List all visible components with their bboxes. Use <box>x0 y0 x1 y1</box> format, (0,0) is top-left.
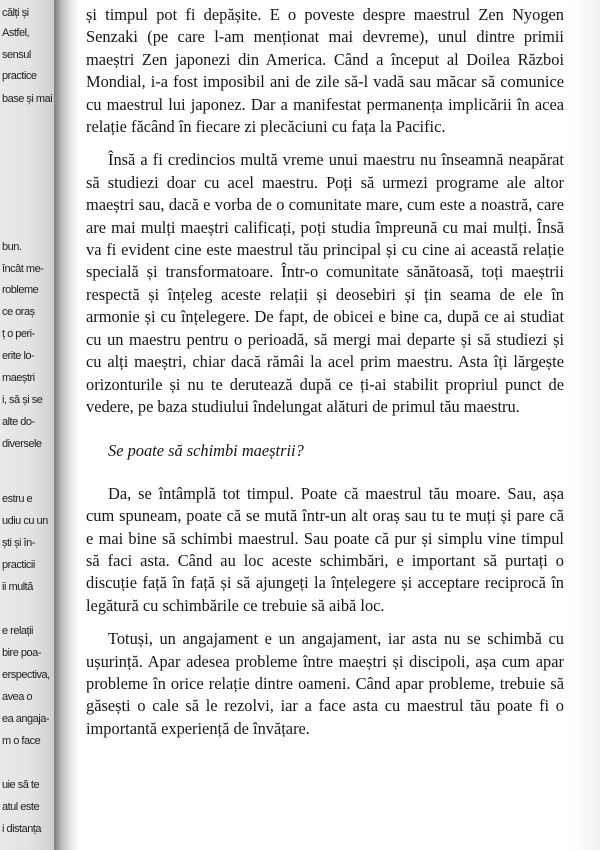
left-page-line: udiu cu un <box>2 515 48 527</box>
left-page-line: ce oraș <box>2 306 35 318</box>
left-page-line: Astfel, <box>2 27 30 39</box>
left-page-line: alte do- <box>2 416 35 428</box>
left-page-line: robleme <box>2 284 39 296</box>
left-page-line: sensul <box>2 49 31 61</box>
left-page-line: practicii <box>2 559 35 571</box>
left-page-edge <box>0 0 54 850</box>
left-page-line: erspectiva, <box>2 669 50 681</box>
left-page-line: uie să te <box>2 779 40 791</box>
page-body <box>86 4 564 740</box>
right-page-margin <box>570 0 600 850</box>
left-page-line: practice <box>2 70 37 82</box>
left-page-line: estru e <box>2 493 33 505</box>
left-page-line: ii multă <box>2 581 33 593</box>
paragraph-2: Însă a fi credincios multă vreme unui maestru nu înseamnă neapărat să studiezi doar cu acel maestru. Poți să urmezi programe ale altor maeștri sau, dacă e vorba de o comunitate mare, cum este a noastră, care are mai mulți maeștri calificați, poți studia împreună cu mai mulți. Însă va fi evident cine este maestrul tău principal și cu cine ai această relație specială și transformatoare. Într-o comunitate sănătoasă, toți maeștrii respectă și înțeleg aceste relații și deosebiri și țin seama de ele în armonie și cu înțelegere. De fapt, de obicei e bine ca, după ce ai studiat cu un maestru pentru o perioadă, să mergi mai departe și să studiezi și cu alți maeștri, chiar dacă rămâi la acel prim maestru. Asta îți lărgește orizonturile și nu te derutează după ce ți-ai stabilit propriul punct de vedere, pe baza studiului îndelungat alături de primul tău maestru. <box>86 150 564 416</box>
left-page-line: maeștri <box>2 372 35 384</box>
book-gutter <box>54 0 80 850</box>
left-page-line: i distanța <box>2 823 42 835</box>
left-page-line: încât me- <box>2 263 44 275</box>
left-page-line: erite lo- <box>2 350 35 362</box>
paragraph-3: Da, se întâmplă tot timpul. Poate că maestrul tău moare. Sau, așa cum spuneam, poate că se mută într-un alt oraș sau tu te muți și pare că e mai bine să schimbi maestrul. Sau poate că pur și simplu vine timpul să faci asta. Când au loc aceste schimbări, e important să purtați o discuție față în față și să ajungeți la înțelegere și acceptare reciprocă în legătură cu schimbările ce trebuie să aibă loc. <box>86 483 564 615</box>
left-page-line: atul este <box>2 801 40 813</box>
left-page-line: bire poa- <box>2 647 41 659</box>
left-page-line: ea angaja- <box>2 713 49 725</box>
left-page-line: călți și <box>2 7 29 19</box>
left-page-line: base și mai <box>2 93 53 105</box>
left-page-line: e relații <box>2 625 33 637</box>
left-page-line: diversele <box>2 438 42 450</box>
left-page-line: ști și în- <box>2 537 35 549</box>
left-page-line: bun. <box>2 241 22 253</box>
left-page-line: avea o <box>2 691 33 703</box>
paragraph-1: și timpul pot fi depășite. E o poveste despre maestrul Zen Nyogen Senzaki (pe care l-am menționat mai devreme), unul dintre primii maeștri Zen japonezi din America. Când a început al Doilea Război Mondial, i-a fost imposibil ani de zile să-l vadă sau măcar să comunice cu maestrul lui japonez. Dar a manifestat permanența implicării în acea relație făcând în fiecare zi plecăciuni cu fața la Pacific. <box>86 5 564 137</box>
left-page-line: ț o peri- <box>2 328 35 340</box>
paragraph-4: Totuși, un angajament e un angajament, iar asta nu se schimbă cu ușurință. Apar adesea probleme între maeștri și discipoli, așa cum apar probleme în orice relație dintre oameni. Când apar probleme, trebuie să găsești o cale să le rezolvi, iar a face asta cu maestrul tău poate fi o importantă experiență de învățare. <box>86 629 564 738</box>
left-page-line: i, să și se <box>2 394 43 406</box>
section-heading: Se poate să schimbi maeștrii? <box>108 441 304 461</box>
left-page-line: m o face <box>2 735 41 747</box>
